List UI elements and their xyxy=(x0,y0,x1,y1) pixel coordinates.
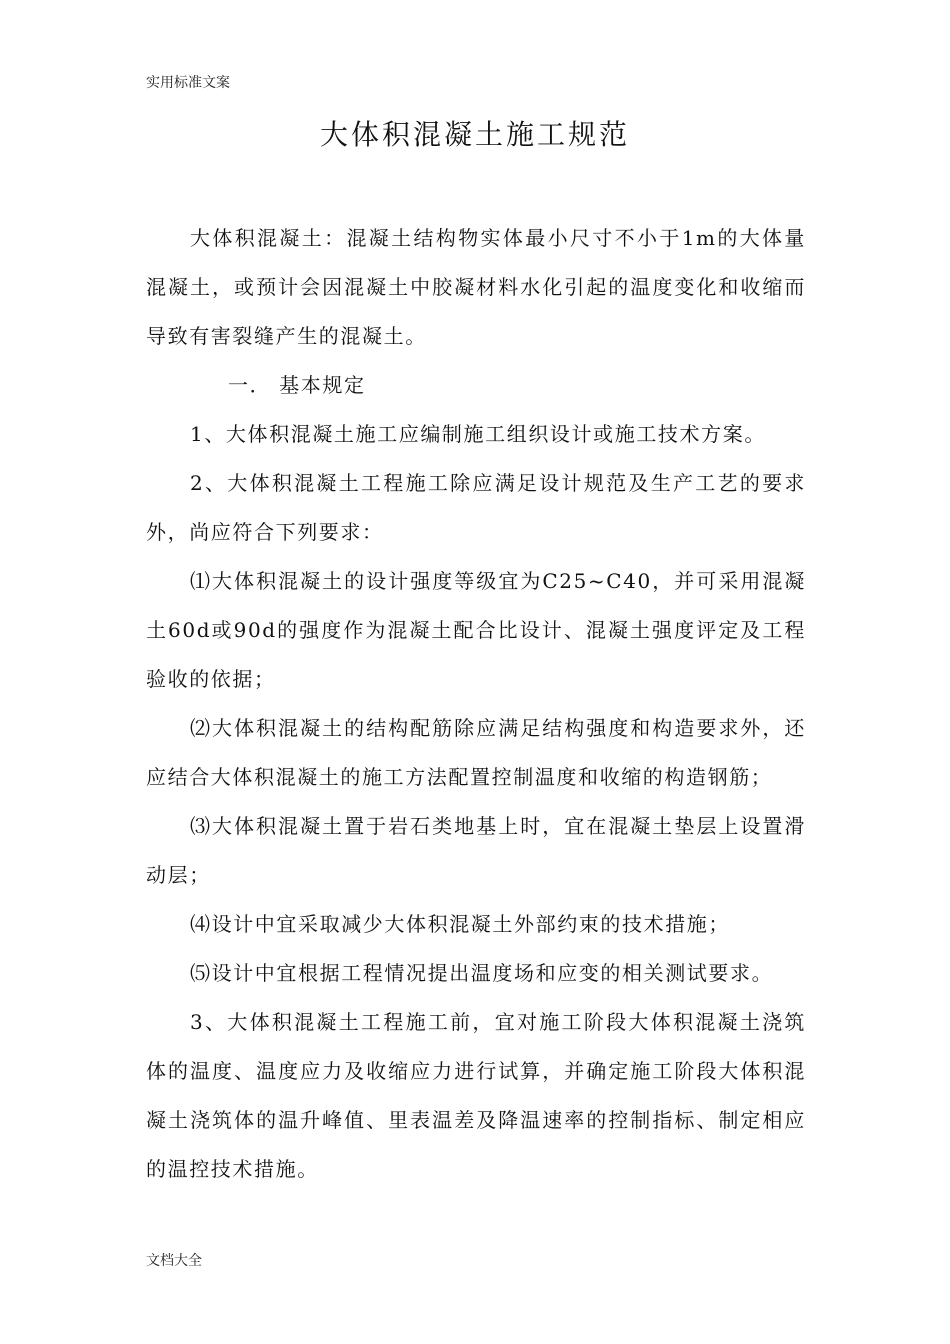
paragraph-definition: 大体积混凝土：混凝土结构物实体最小尺寸不小于1m的大体量混凝土，或预计会因混凝土中胶凝材料水化引起的温度变化和收缩而导致有害裂缝产生的混凝土。 xyxy=(146,226,806,348)
paragraph-item-1: ⑴大体积混凝土的设计强度等级宜为C25~C40，并可采用混凝土60d或90d的强度作为混凝土配合比设计、混凝土强度评定及工程验收的依据； xyxy=(146,569,806,691)
paragraph-rule-3: 3、大体积混凝土工程施工前，宜对施工阶段大体积混凝土浇筑体的温度、温度应力及收缩应力进行试算，并确定施工阶段大体积混凝土浇筑体的温升峰值、里表温差及降温速率的控制指标、制定相应的温控技术措施。 xyxy=(146,1010,806,1181)
paragraph-rule-2: 2、大体积混凝土工程施工除应满足设计规范及生产工艺的要求外，尚应符合下列要求： xyxy=(146,471,806,544)
document-body xyxy=(146,214,806,1194)
paragraph-item-5: ⑸设计中宜根据工程情况提出温度场和应变的相关测试要求。 xyxy=(190,961,774,985)
paragraph-item-3: ⑶大体积混凝土置于岩石类地基上时，宜在混凝土垫层上设置滑动层； xyxy=(146,814,806,887)
document-title: 大体积混凝土施工规范 xyxy=(319,118,630,151)
section-heading-basic-rules: 一． 基本规定 xyxy=(228,373,366,397)
paragraph-item-4: ⑷设计中宜采取减少大体积混凝土外部约束的技术措施； xyxy=(190,912,730,936)
paragraph-item-2: ⑵大体积混凝土的结构配筋除应满足结构强度和构造要求外，还应结合大体积混凝土的施工方法配置控制温度和收缩的构造钢筋； xyxy=(146,716,806,789)
page-header: 实用标准文案 xyxy=(146,75,230,91)
page-footer: 文档大全 xyxy=(146,1253,202,1269)
paragraph-rule-1: 1、大体积混凝土施工应编制施工组织设计或施工技术方案。 xyxy=(190,422,766,446)
